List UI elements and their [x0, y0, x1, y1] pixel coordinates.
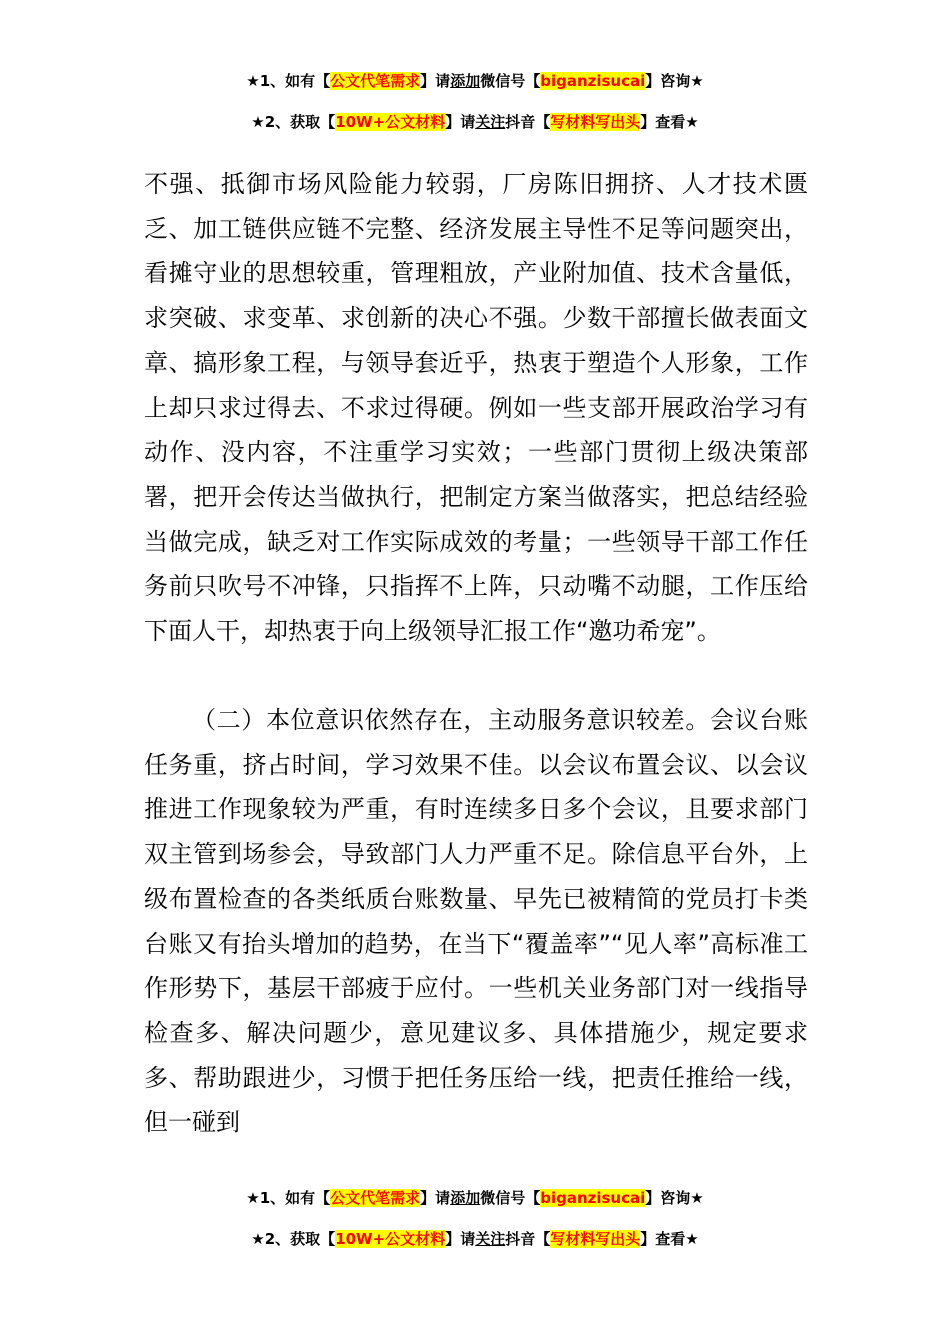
footer-text: 微信号【 [480, 1189, 541, 1207]
highlight-text: 公文代笔需求 [330, 1189, 421, 1207]
wechat-id: biganzisucai [540, 1189, 646, 1207]
underlined-text: 关注 [475, 113, 506, 131]
douyin-id: 写材料写出头 [550, 1230, 641, 1248]
footer-line-1 [0, 1188, 950, 1208]
underlined-text: 关注 [475, 1230, 506, 1248]
wechat-id: biganzisucai [540, 72, 646, 90]
footer-text: 抖音【 [505, 1230, 551, 1248]
underlined-text: 添加 [450, 72, 481, 90]
body-paragraph-2: （二）本位意识依然存在，主动服务意识较差。会议台账任务重，挤占时间，学习效果不佳。以会议布置会议、以会议推进工作现象较为严重，有时连续多日多个会议，且要求部门双主管到场参会，导致部门人力严重不足。除信息平台外，上级布置检查的各类纸质台账数量、早先已被精简的党员打卡类台账又有抬头增加的趋势，在当下“覆盖率”“见人率”高标准工作形势下，基层干部疲于应付。一些机关业务部门对一线指导检查多、解决问题少，意见建议多、具体措施少，规定要求多、帮助跟进少，习惯于把任务压给一线，把责任推给一线，但一碰到 [144, 706, 808, 1137]
header-text: ★2、获取【 [251, 113, 336, 131]
body-paragraph-1: 不强、抵御市场风险能力较弱，厂房陈旧拥挤、人才技术匮乏、加工链供应链不完整、经济发展主导性不足等问题突出，看摊守业的思想较重，管理粗放，产业附加值、技术含量低，求突破、求变革、求创新的决心不强。少数干部擅长做表面文章、搞形象工程，与领导套近乎，热衷于塑造个人形象，工作上却只求过得去、不求过得硬。例如一些支部开展政治学习有动作、没内容，不注重学习实效；一些部门贯彻上级决策部署，把开会传达当做执行，把制定方案当做落实，把总结经验当做完成，缺乏对工作实际成效的考量；一些领导干部工作任务前只吹号不冲锋，只指挥不上阵，只动嘴不动腿，工作压给下面人干，却热衷于向上级领导汇报工作“邀功希宠”。 [144, 170, 808, 646]
header-text: 】查看★ [640, 113, 699, 131]
header-text: ★1、如有【 [246, 72, 331, 90]
footer-text: 】咨询★ [645, 1189, 704, 1207]
header-text: 】请 [420, 72, 451, 90]
highlight-text: 10W+公文材料 [335, 113, 446, 131]
highlight-text: 10W+公文材料 [335, 1230, 446, 1248]
footer-text: 】请 [445, 1230, 476, 1248]
highlight-text: 公文代笔需求 [330, 72, 421, 90]
underlined-text: 添加 [450, 1189, 481, 1207]
header-text: 】请 [445, 113, 476, 131]
douyin-id: 写材料写出头 [550, 113, 641, 131]
footer-text: 】查看★ [640, 1230, 699, 1248]
footer-text: ★2、获取【 [251, 1230, 336, 1248]
header-text: 】咨询★ [645, 72, 704, 90]
footer-text: ★1、如有【 [246, 1189, 331, 1207]
footer-line-2 [0, 1229, 950, 1249]
footer-text: 】请 [420, 1189, 451, 1207]
header-line-2 [0, 112, 950, 132]
header-line-1 [0, 71, 950, 91]
header-text: 抖音【 [505, 113, 551, 131]
header-text: 微信号【 [480, 72, 541, 90]
